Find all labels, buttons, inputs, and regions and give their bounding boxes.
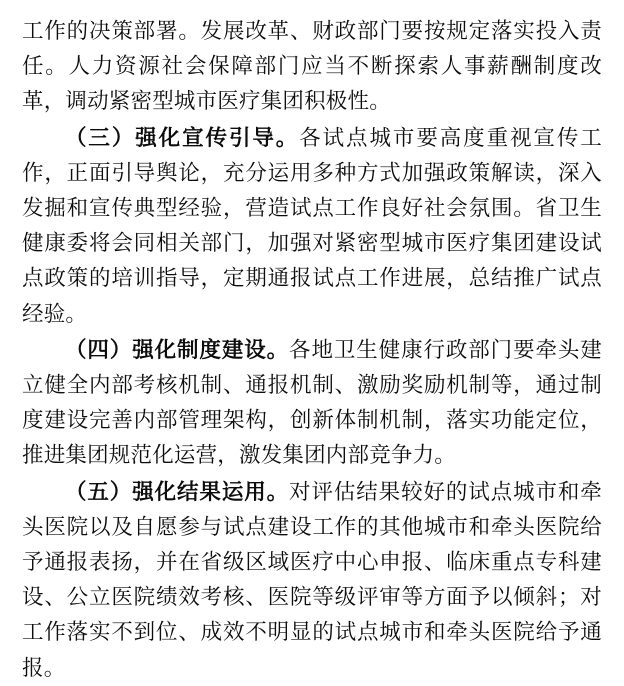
- paragraph-text: 对评估结果较好的试点城市和牵头医院以及自愿参与试点建设工作的其他城市和牵头医院给予通报表扬，并在省级区域医疗中心申报、临床重点专科建设、公立医院绩效考核、医院等级评审等方面予以倾斜；对工作落实不到位、成效不明显的试点城市和牵头医院给予通报。: [22, 479, 602, 680]
- paragraph-heading: （五）强化结果运用。: [65, 479, 290, 504]
- paragraph-text: 各试点城市要高度重视宣传工作，正面引导舆论，充分运用多种方式加强政策解读，深入发掘和宣传典型经验，营造试点工作良好社会氛围。省卫生健康委将会同相关部门，加强对紧密型城市医疗集团建设试点政策的培训指导，定期通报试点工作进展，总结推广试点经验。: [22, 125, 602, 326]
- paragraph-text: 各地卫生健康行政部门要牵头建立健全内部考核机制、通报机制、激励奖励机制等，通过制度建设完善内部管理架构，创新体制机制，落实功能定位，推进集团规范化运营，激发集团内部竞争力。: [22, 337, 602, 468]
- paragraph-text: 工作的决策部署。发展改革、财政部门要按规定落实投入责任。人力资源社会保障部门应当不断探索人事薪酬制度改革，调动紧密型城市医疗集团积极性。: [22, 19, 602, 114]
- paragraph-item-three: [22, 121, 602, 332]
- paragraph-heading: （三）强化宣传引导。: [65, 125, 300, 150]
- paragraph-item-five: [22, 475, 602, 686]
- paragraph-item-four: [22, 333, 602, 474]
- paragraph-continued: [22, 14, 602, 120]
- paragraph-heading: （四）强化制度建设。: [65, 337, 290, 362]
